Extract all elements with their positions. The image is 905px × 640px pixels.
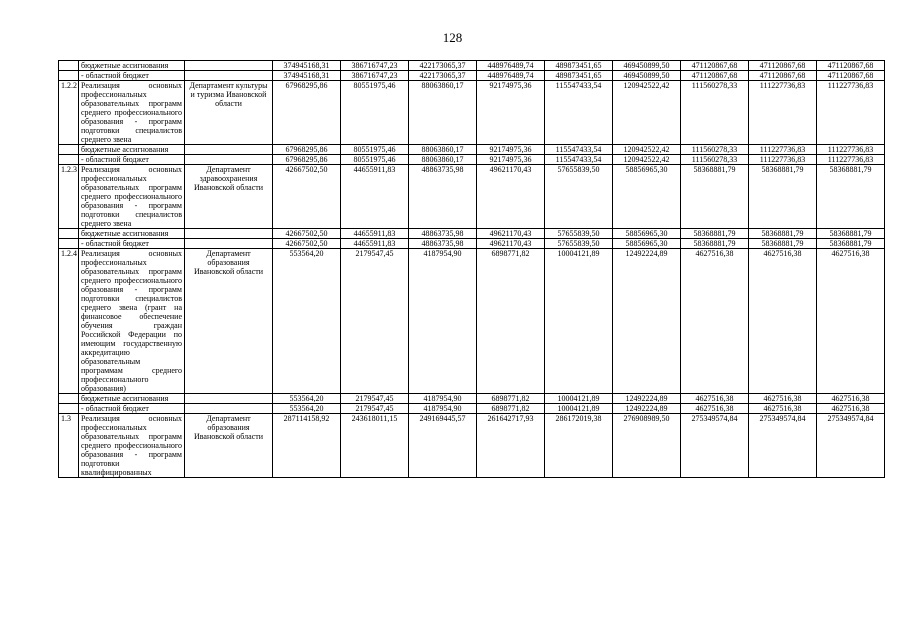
table-row <box>59 239 885 249</box>
value-cell: 92174975,36 <box>477 81 545 145</box>
row-name: бюджетные ассигнования <box>79 61 185 71</box>
value-cell: 57655839,50 <box>545 165 613 229</box>
value-cell: 275349574,84 <box>749 414 817 478</box>
value-cell: 6898771,82 <box>477 394 545 404</box>
value-cell: 115547433,54 <box>545 155 613 165</box>
value-cell: 489873451,65 <box>545 71 613 81</box>
value-cell: 553564,20 <box>273 249 341 394</box>
table-row <box>59 249 885 394</box>
value-cell: 111227736,83 <box>749 81 817 145</box>
value-cell: 275349574,84 <box>817 414 885 478</box>
value-cell: 111560278,33 <box>681 155 749 165</box>
value-cell: 471120867,68 <box>817 71 885 81</box>
value-cell: 489873451,65 <box>545 61 613 71</box>
table-row <box>59 145 885 155</box>
row-code <box>59 155 79 165</box>
value-cell: 67968295,86 <box>273 155 341 165</box>
value-cell: 448976489,74 <box>477 71 545 81</box>
value-cell: 286172019,38 <box>545 414 613 478</box>
value-cell: 57655839,50 <box>545 229 613 239</box>
value-cell: 275349574,84 <box>681 414 749 478</box>
row-department: Департамент образования Ивановской области <box>185 249 273 394</box>
value-cell: 58368881,79 <box>681 239 749 249</box>
value-cell: 49621170,43 <box>477 239 545 249</box>
value-cell: 44655911,83 <box>341 239 409 249</box>
row-code: 1.2.2 <box>59 81 79 145</box>
value-cell: 4187954,90 <box>409 404 477 414</box>
table-row <box>59 155 885 165</box>
row-name: Реализация основных профессиональных образовательных программ среднего профессионального образования - программ подготовки квалифицированных <box>79 414 185 478</box>
table-row <box>59 71 885 81</box>
value-cell: 42667502,50 <box>273 239 341 249</box>
value-cell: 58856965,30 <box>613 165 681 229</box>
value-cell: 88063860,17 <box>409 155 477 165</box>
row-code <box>59 229 79 239</box>
value-cell: 12492224,89 <box>613 404 681 414</box>
row-department: Департамент образования Ивановской области <box>185 414 273 478</box>
value-cell: 92174975,36 <box>477 145 545 155</box>
value-cell: 2179547,45 <box>341 249 409 394</box>
table-row <box>59 394 885 404</box>
value-cell: 58368881,79 <box>817 239 885 249</box>
page-number: 128 <box>442 30 463 45</box>
value-cell: 58856965,30 <box>613 229 681 239</box>
value-cell: 386716747,23 <box>341 61 409 71</box>
row-name: Реализация основных профессиональных образовательных программ среднего профессионального образования - программ подготовки специалистов среднего звена (грант на финансовое обеспечение обучения граждан Российской Федерации по имеющим государственную аккредитацию образовательным программам среднего профессионального образования) <box>79 249 185 394</box>
value-cell: 249169445,57 <box>409 414 477 478</box>
value-cell: 10004121,89 <box>545 249 613 394</box>
value-cell: 4627516,38 <box>681 404 749 414</box>
value-cell: 48863735,98 <box>409 229 477 239</box>
value-cell: 57655839,50 <box>545 239 613 249</box>
row-code <box>59 404 79 414</box>
value-cell: 4187954,90 <box>409 394 477 404</box>
row-department <box>185 145 273 155</box>
value-cell: 44655911,83 <box>341 229 409 239</box>
value-cell: 58368881,79 <box>749 229 817 239</box>
value-cell: 422173065,37 <box>409 61 477 71</box>
row-name: Реализация основных профессиональных образовательных программ среднего профессионального образования - программ подготовки специалистов среднего звена <box>79 81 185 145</box>
row-code <box>59 394 79 404</box>
value-cell: 4187954,90 <box>409 249 477 394</box>
value-cell: 471120867,68 <box>681 61 749 71</box>
table-row <box>59 404 885 414</box>
value-cell: 553564,20 <box>273 404 341 414</box>
value-cell: 80551975,46 <box>341 145 409 155</box>
value-cell: 58368881,79 <box>817 229 885 239</box>
value-cell: 448976489,74 <box>477 61 545 71</box>
value-cell: 471120867,68 <box>749 61 817 71</box>
value-cell: 67968295,86 <box>273 145 341 155</box>
value-cell: 261642717,93 <box>477 414 545 478</box>
row-code <box>59 145 79 155</box>
value-cell: 48863735,98 <box>409 239 477 249</box>
value-cell: 92174975,36 <box>477 155 545 165</box>
row-department: Департамент здравоохранения Ивановской области <box>185 165 273 229</box>
row-name: бюджетные ассигнования <box>79 229 185 239</box>
value-cell: 374945168,31 <box>273 61 341 71</box>
table-row <box>59 81 885 145</box>
value-cell: 553564,20 <box>273 394 341 404</box>
value-cell: 120942522,42 <box>613 81 681 145</box>
value-cell: 2179547,45 <box>341 404 409 414</box>
value-cell: 287114158,92 <box>273 414 341 478</box>
value-cell: 48863735,98 <box>409 165 477 229</box>
row-department: Департамент культуры и туризма Ивановской области <box>185 81 273 145</box>
value-cell: 115547433,54 <box>545 81 613 145</box>
value-cell: 243618011,15 <box>341 414 409 478</box>
row-department <box>185 394 273 404</box>
value-cell: 111227736,83 <box>817 81 885 145</box>
value-cell: 58368881,79 <box>681 229 749 239</box>
value-cell: 4627516,38 <box>817 404 885 414</box>
value-cell: 12492224,89 <box>613 249 681 394</box>
value-cell: 6898771,82 <box>477 404 545 414</box>
value-cell: 471120867,68 <box>681 71 749 81</box>
row-code: 1.2.3 <box>59 165 79 229</box>
value-cell: 10004121,89 <box>545 404 613 414</box>
value-cell: 471120867,68 <box>749 71 817 81</box>
row-department <box>185 155 273 165</box>
budget-table <box>58 60 885 478</box>
value-cell: 58368881,79 <box>749 239 817 249</box>
value-cell: 469450899,50 <box>613 61 681 71</box>
value-cell: 88063860,17 <box>409 81 477 145</box>
value-cell: 49621170,43 <box>477 229 545 239</box>
value-cell: 469450899,50 <box>613 71 681 81</box>
value-cell: 2179547,45 <box>341 394 409 404</box>
value-cell: 58368881,79 <box>817 165 885 229</box>
value-cell: 276908989,50 <box>613 414 681 478</box>
row-code: 1.3 <box>59 414 79 478</box>
value-cell: 4627516,38 <box>681 394 749 404</box>
row-code <box>59 61 79 71</box>
value-cell: 4627516,38 <box>817 394 885 404</box>
value-cell: 111227736,83 <box>817 145 885 155</box>
value-cell: 4627516,38 <box>749 249 817 394</box>
row-department <box>185 61 273 71</box>
table-row <box>59 414 885 478</box>
row-department <box>185 71 273 81</box>
value-cell: 4627516,38 <box>681 249 749 394</box>
value-cell: 386716747,23 <box>341 71 409 81</box>
table-row <box>59 229 885 239</box>
row-name: - областной бюджет <box>79 71 185 81</box>
value-cell: 44655911,83 <box>341 165 409 229</box>
value-cell: 88063860,17 <box>409 145 477 155</box>
row-name: бюджетные ассигнования <box>79 145 185 155</box>
value-cell: 115547433,54 <box>545 145 613 155</box>
value-cell: 80551975,46 <box>341 155 409 165</box>
value-cell: 120942522,42 <box>613 155 681 165</box>
value-cell: 10004121,89 <box>545 394 613 404</box>
table-row <box>59 165 885 229</box>
value-cell: 12492224,89 <box>613 394 681 404</box>
value-cell: 58368881,79 <box>681 165 749 229</box>
row-code <box>59 239 79 249</box>
row-name: бюджетные ассигнования <box>79 394 185 404</box>
value-cell: 422173065,37 <box>409 71 477 81</box>
value-cell: 111227736,83 <box>749 145 817 155</box>
row-name: - областной бюджет <box>79 404 185 414</box>
value-cell: 111560278,33 <box>681 145 749 155</box>
value-cell: 111227736,83 <box>749 155 817 165</box>
value-cell: 374945168,31 <box>273 71 341 81</box>
value-cell: 42667502,50 <box>273 229 341 239</box>
table-row <box>59 61 885 71</box>
row-name: - областной бюджет <box>79 155 185 165</box>
value-cell: 80551975,46 <box>341 81 409 145</box>
value-cell: 49621170,43 <box>477 165 545 229</box>
value-cell: 4627516,38 <box>749 394 817 404</box>
row-name: - областной бюджет <box>79 239 185 249</box>
row-department <box>185 404 273 414</box>
value-cell: 120942522,42 <box>613 145 681 155</box>
value-cell: 111560278,33 <box>681 81 749 145</box>
value-cell: 471120867,68 <box>817 61 885 71</box>
row-code: 1.2.4 <box>59 249 79 394</box>
value-cell: 4627516,38 <box>749 404 817 414</box>
row-code <box>59 71 79 81</box>
row-department <box>185 229 273 239</box>
value-cell: 67968295,86 <box>273 81 341 145</box>
value-cell: 58368881,79 <box>749 165 817 229</box>
value-cell: 4627516,38 <box>817 249 885 394</box>
value-cell: 111227736,83 <box>817 155 885 165</box>
value-cell: 58856965,30 <box>613 239 681 249</box>
row-department <box>185 239 273 249</box>
value-cell: 42667502,50 <box>273 165 341 229</box>
value-cell: 6898771,82 <box>477 249 545 394</box>
row-name: Реализация основных профессиональных образовательных программ среднего профессионального образования - программ подготовки специалистов среднего звена <box>79 165 185 229</box>
